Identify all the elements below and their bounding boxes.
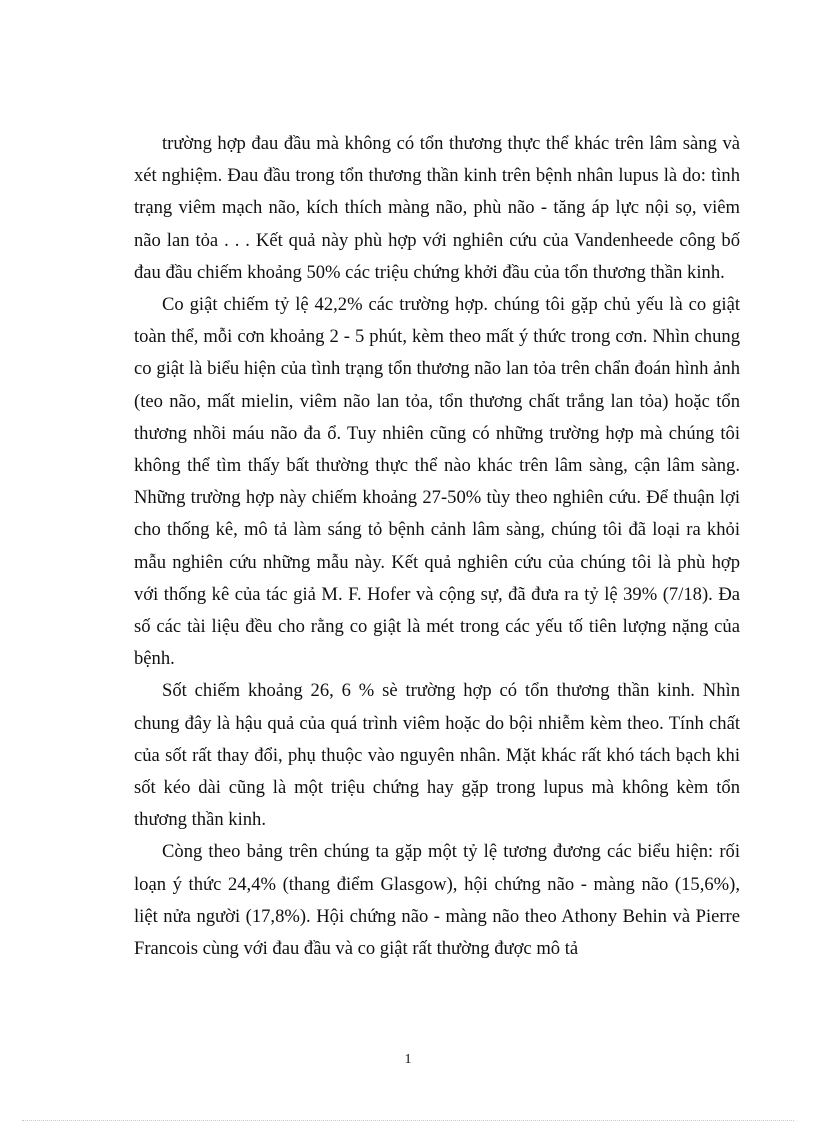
paragraph-headache: trường hợp đau đầu mà không có tổn thương thực thể khác trên lâm sàng và xét nghiệm. Đau đầu trong tổn thương thần kinh trên bệnh nhân lupus là do: tình trạng viêm mạch não, kích thích màng não, phù não - tăng áp lực nội sọ, viêm não lan tỏa . . . Kết quả này phù hợp với nghiên cứu của Vandenheede công bố đau đầu chiếm khoảng 50% các triệu chứng khởi đầu của tổn thương thần kinh. [134,133,740,283]
page-bottom-divider [22,1120,794,1121]
document-body [134,128,740,965]
paragraph-seizure: Co giật chiếm tỷ lệ 42,2% các trường hợp. chúng tôi gặp chủ yếu là co giật toàn thể, mỗi cơn khoảng 2 - 5 phút, kèm theo mất ý thức trong cơn. Nhìn chung co giật là biểu hiện của tình trạng tổn thương não lan tỏa trên chẩn đoán hình ảnh (teo não, mất mielin, viêm não lan tỏa, tổn thương chất trắng lan tỏa) hoặc tổn thương nhồi máu não đa ổ. Tuy nhiên cũng có những trường hợp mà chúng tôi không thể tìm thấy bất thường thực thể nào khác trên lâm sàng, cận lâm sàng. Những trường hợp này chiếm khoảng 27-50% tùy theo nghiên cứu. Để thuận lợi cho thống kê, mô tả làm sáng tỏ bệnh cảnh lâm sàng, chúng tôi đã loại ra khỏi mẫu nghiên cứu những mẫu này. Kết quả nghiên cứu của chúng tôi là phù hợp với thống kê của tác giả M. F. Hofer và cộng sự, đã đưa ra tỷ lệ 39% (7/18). Đa số các tài liệu đều cho rằng co giật là mét trong các yếu tố tiên lượng nặng của bệnh. [134,294,740,670]
paragraph-other-signs: Còng theo bảng trên chúng ta gặp một tỷ lệ tương đương các biểu hiện: rối loạn ý thức 24,4% (thang điểm Glasgow), hội chứng não - màng não (15,6%), liệt nửa người (17,8%). Hội chứng não - màng não theo Athony Behin và Pierre Francois cùng với đau đầu và co giật rất thường được mô tả [134,841,740,960]
paragraph-fever: Sốt chiếm khoảng 26, 6 % sè trường hợp có tổn thương thần kinh. Nhìn chung đây là hậu quả của quá trình viêm hoặc do bội nhiễm kèm theo. Tính chất của sốt rất thay đổi, phụ thuộc vào nguyên nhân. Mặt khác rất khó tách bạch khi sốt kéo dài cũng là một triệu chứng hay gặp trong lupus mà không kèm tổn thương thần kinh. [134,680,740,831]
page-number: 1 [404,1052,412,1067]
